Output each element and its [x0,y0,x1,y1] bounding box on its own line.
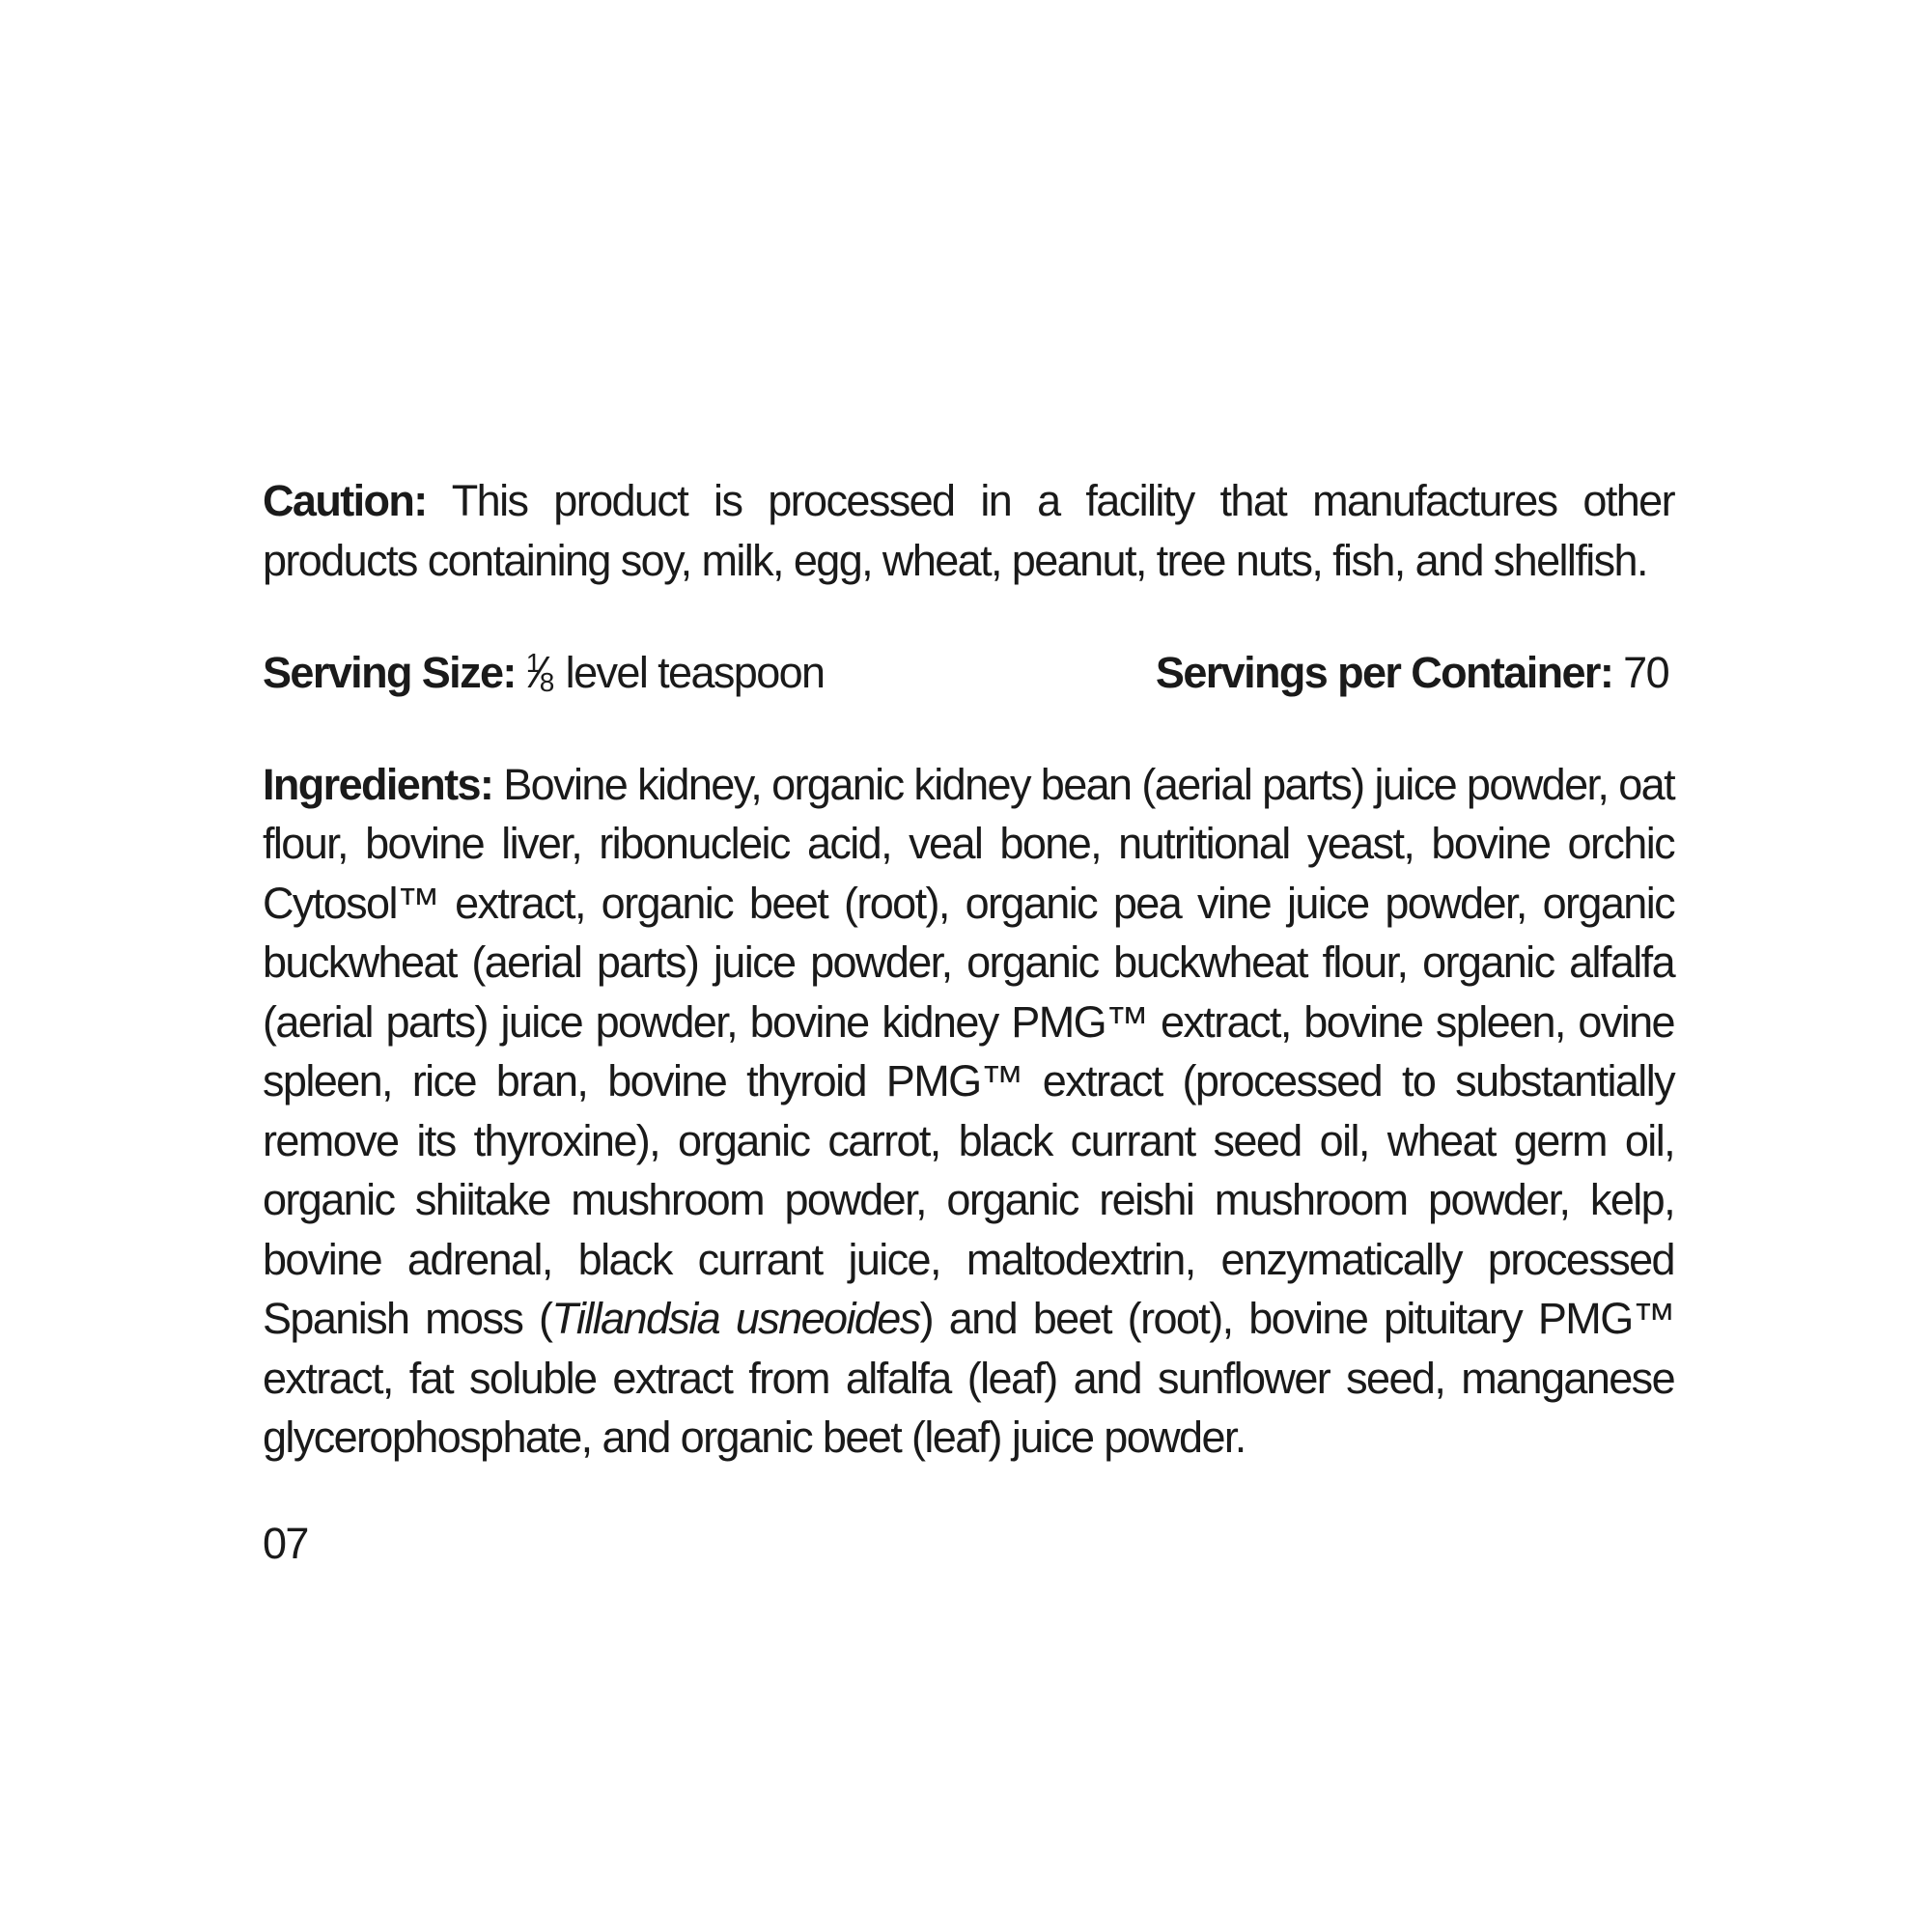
ingredients-text-part2: ) and beet (root), bovine pituitary PMG™ extract, fat soluble extract from alfalfa (leaf) and sunflower seed, manganese glycerophosphate, and organic beet (leaf) juice powder. [263,1294,1674,1462]
lot-code: 07 [263,1518,308,1568]
servings-per-container-value: 70 [1623,648,1668,697]
supplement-label-panel [263,471,1674,1573]
serving-size [263,633,825,713]
serving-size-value: level teaspoon [565,648,825,697]
ingredients-statement [263,755,1674,1468]
caution-text: This product is processed in a facility that manufactures other products containing soy, milk, egg, wheat, peanut, tree nuts, fish, and shellfish. [263,476,1674,585]
serving-info-row [263,633,1674,713]
caution-statement [263,471,1674,590]
fraction-slash: ⁄ [536,647,543,697]
fraction-numerator: 1 [525,648,540,678]
ingredients-text-part1: Bovine kidney, organic kidney bean (aerial parts) juice powder, oat flour, bovine liver, ribonucleic acid, veal bone, nutritional yeast, bovine orchic Cytosol™ extract, organic beet (root), organic pea vine juice powder, organic buckwheat (aerial parts) juice powder, organic buckwheat flour, organic alfalfa (aerial parts) juice powder, bovine kidney PMG™ extract, bovine spleen, ovine spleen, rice bran, bovine thyroid PMG™ extract (processed to substantially remove its thyroxine), organic carrot, black currant seed oil, wheat germ oil, organic shiitake mushroom powder, organic reishi mushroom powder, kelp, bovine adrenal, black currant juice, maltodextrin, enzymatically processed Spanish moss ( [263,759,1674,1343]
fraction-denominator: 8 [539,667,553,697]
serving-size-fraction [526,633,553,713]
ingredients-label: Ingredients: [263,759,493,809]
serving-size-label: Serving Size: [263,648,516,697]
ingredients-italic-species: Tillandsia usneoides [551,1294,920,1343]
servings-per-container-label: Servings per Container: [1155,648,1613,697]
servings-per-container [1156,643,1668,703]
caution-label: Caution: [263,476,427,525]
